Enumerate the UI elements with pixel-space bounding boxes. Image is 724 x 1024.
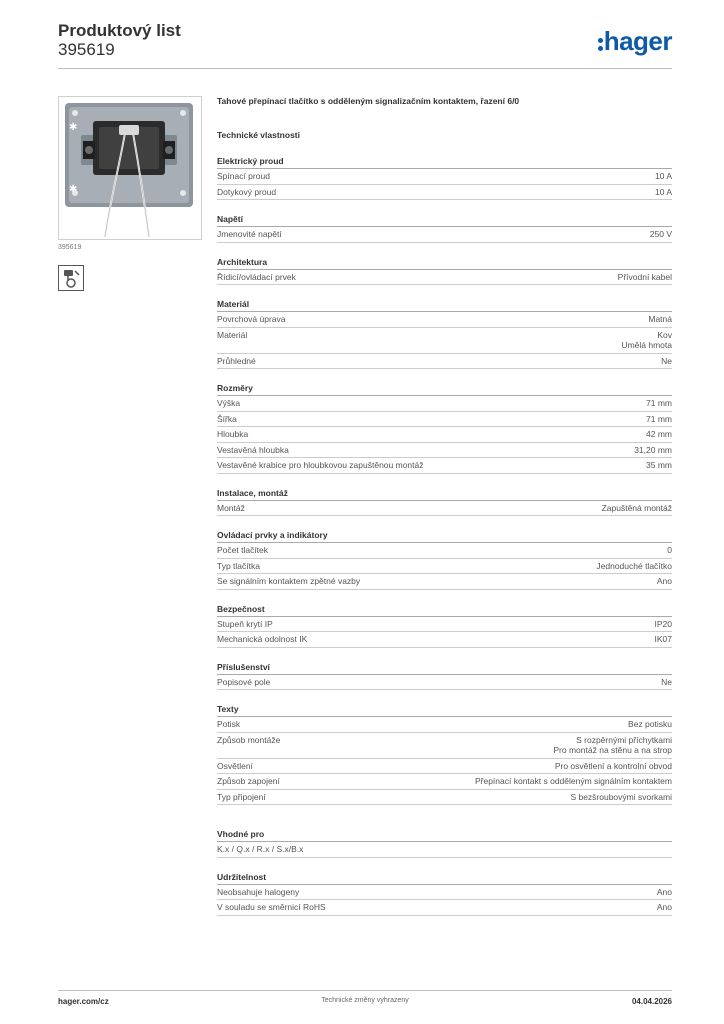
property-value-line: Přívodní kabel	[617, 271, 672, 282]
property-value-line: Matná	[648, 314, 672, 324]
property-row	[217, 185, 672, 201]
property-value	[661, 677, 672, 688]
property-label: K.x / Q.x / R.x / S.x/B.x	[217, 844, 304, 854]
property-row	[217, 312, 672, 328]
footer-date: 04.04.2026	[631, 997, 672, 1006]
property-value-line: 0	[667, 545, 672, 555]
property-value	[553, 735, 672, 756]
svg-text:✱: ✱	[69, 122, 78, 133]
property-row	[217, 900, 672, 916]
property-value	[475, 776, 672, 787]
property-label: Průhledné	[217, 355, 256, 366]
logo-text: hager	[603, 26, 672, 56]
property-value-line: Zapuštěná montáž	[601, 502, 672, 513]
property-value-line: S rozpěrnými příchytkami	[576, 734, 672, 745]
property-section	[217, 257, 672, 286]
property-label: Dotykový proud	[217, 186, 277, 197]
logo-dots-icon	[598, 35, 603, 51]
property-label: Spínací proud	[217, 171, 270, 181]
property-value	[555, 761, 672, 772]
property-label: Osvětlení	[217, 760, 253, 771]
section-title: Materiál	[217, 299, 672, 312]
property-row	[217, 717, 672, 733]
property-value-line: Ne	[661, 355, 672, 366]
property-row	[217, 458, 672, 474]
product-number: 395619	[58, 40, 115, 59]
property-value-line: Ano	[656, 886, 672, 897]
property-value	[628, 719, 672, 730]
property-row	[217, 412, 672, 428]
property-row	[217, 632, 672, 648]
property-row	[217, 443, 672, 459]
property-value-line: 250 V	[649, 229, 672, 239]
property-value-line: Ano	[656, 576, 672, 586]
property-value	[655, 634, 673, 645]
property-value-line: Ne	[661, 676, 672, 687]
property-section	[217, 704, 672, 805]
property-value	[657, 576, 672, 587]
property-label: Počet tlačítek	[217, 545, 269, 555]
property-label: Potisk	[217, 719, 241, 729]
svg-text:✱: ✱	[69, 184, 78, 195]
property-row	[217, 675, 672, 691]
property-value	[570, 792, 672, 803]
footer-divider	[58, 990, 672, 991]
section-title: Udržitelnost	[217, 872, 672, 885]
section-title: Bezpečnost	[217, 604, 672, 617]
property-section	[217, 530, 672, 590]
property-row	[217, 396, 672, 412]
property-value	[646, 429, 672, 440]
property-value	[657, 887, 672, 898]
page-title: Produktový list	[58, 21, 181, 40]
property-section	[217, 299, 672, 369]
property-label: Se signálním kontaktem zpětné vazby	[217, 576, 361, 586]
section-title: Elektrický proud	[217, 156, 672, 169]
property-label: Řídicí/ovládací prvek	[217, 271, 296, 282]
property-value	[646, 414, 672, 425]
property-row	[217, 790, 672, 806]
property-label: Neobsahuje halogeny	[217, 886, 300, 897]
property-value-line: 42 mm	[646, 429, 672, 439]
property-label: Mechanická odolnost IK	[217, 634, 308, 644]
property-row	[217, 543, 672, 559]
property-label: Materiál	[217, 329, 248, 340]
property-value-line: 31,20 mm	[634, 444, 672, 455]
property-value-line: 71 mm	[646, 413, 672, 424]
property-value-line: Bez potisku	[628, 719, 672, 729]
property-row	[217, 617, 672, 633]
product-details	[217, 96, 672, 916]
image-caption: 395619	[58, 244, 82, 251]
property-row	[217, 354, 672, 370]
property-row	[217, 733, 672, 759]
property-value	[655, 619, 673, 630]
property-row	[217, 427, 672, 443]
product-description: Tahové přepínací tlačítko s odděleným signalizačním kontaktem, řazení 6/0	[217, 96, 520, 106]
property-label: Vestavěné krabice pro hloubkovou zapuštěnou montáž	[217, 460, 424, 470]
section-title: Příslušenství	[217, 662, 672, 675]
property-value	[667, 545, 672, 556]
property-value	[648, 314, 672, 325]
property-value-line: Přepínací kontakt s odděleným signálním kontaktem	[474, 776, 672, 786]
property-value-line: 10 A	[654, 186, 672, 197]
property-section	[217, 383, 672, 474]
property-row	[217, 885, 672, 901]
property-label: Typ tlačítka	[217, 560, 260, 571]
property-value-line: S bezšroubovými svorkami	[570, 791, 672, 802]
property-label: V souladu se směrnicí RoHS	[217, 902, 326, 912]
property-value-line: 71 mm	[646, 398, 672, 408]
footer-website: hager.com/cz	[58, 997, 109, 1006]
property-label: Povrchová úprava	[217, 314, 286, 324]
switch-mechanism-icon	[59, 97, 201, 239]
header-divider	[58, 68, 672, 69]
property-value	[602, 503, 672, 514]
section-title: Ovládací prvky a indikátory	[217, 530, 672, 543]
property-value	[646, 398, 672, 409]
property-value-line: Kov	[657, 329, 672, 340]
section-title: Instalace, montáž	[217, 488, 672, 501]
footer-disclaimer: Technické změny vyhrazeny	[321, 997, 409, 1004]
property-row	[217, 759, 672, 775]
property-section	[217, 829, 672, 858]
property-value-line: Pro osvětlení a kontrolní obvod	[554, 760, 672, 771]
header	[58, 20, 672, 70]
property-value-line: 10 A	[654, 171, 672, 181]
property-label: Typ připojení	[217, 791, 266, 802]
property-value	[657, 902, 672, 913]
property-row	[217, 774, 672, 790]
property-label: Způsob montáže	[217, 734, 281, 745]
section-title: Texty	[217, 704, 672, 717]
property-label: Jmenovité napětí	[217, 229, 282, 239]
product-image	[58, 96, 202, 240]
property-section	[217, 662, 672, 691]
property-row	[217, 328, 672, 354]
technical-properties-heading: Technické vlastnosti	[217, 130, 300, 140]
property-row	[217, 270, 672, 286]
property-value	[655, 171, 672, 182]
property-section	[217, 872, 672, 916]
section-title: Vhodné pro	[217, 829, 672, 842]
property-value-line: IK07	[654, 634, 672, 644]
property-row	[217, 574, 672, 590]
property-value-line: IP20	[654, 618, 672, 629]
property-row	[217, 501, 672, 517]
property-value	[646, 460, 672, 471]
property-section	[217, 604, 672, 648]
property-value-line: Umělá hmota	[621, 340, 672, 350]
property-value-line: Jednoduché tlačítko	[596, 560, 672, 571]
property-row	[217, 842, 672, 858]
property-value-line: 35 mm	[646, 460, 672, 470]
property-value-line: Pro montáž na stěnu a na strop	[553, 745, 672, 755]
property-row	[217, 559, 672, 575]
property-value	[618, 272, 672, 283]
property-value	[650, 229, 672, 240]
property-value	[596, 561, 672, 572]
property-section	[217, 488, 672, 517]
property-label: Způsob zapojení	[217, 776, 280, 786]
pull-cord-icon	[58, 265, 84, 291]
section-title: Architektura	[217, 257, 672, 270]
property-sections	[217, 156, 672, 916]
property-label: Šířka	[217, 413, 237, 424]
property-label: Stupeň krytí IP	[217, 618, 273, 629]
property-value	[621, 330, 672, 351]
property-row	[217, 169, 672, 185]
property-row	[217, 227, 672, 243]
property-value-line: Ano	[656, 902, 672, 912]
property-value	[655, 187, 672, 198]
property-label: Montáž	[217, 502, 245, 513]
section-title: Rozměry	[217, 383, 672, 396]
property-label: Popisové pole	[217, 676, 271, 687]
property-section	[217, 214, 672, 243]
property-section	[217, 156, 672, 200]
section-title: Napětí	[217, 214, 672, 227]
property-label: Vestavěná hloubka	[217, 444, 289, 455]
property-label: Výška	[217, 398, 241, 408]
property-value	[634, 445, 672, 456]
property-value	[661, 356, 672, 367]
property-label: Hloubka	[217, 429, 249, 439]
hager-logo	[598, 28, 672, 54]
